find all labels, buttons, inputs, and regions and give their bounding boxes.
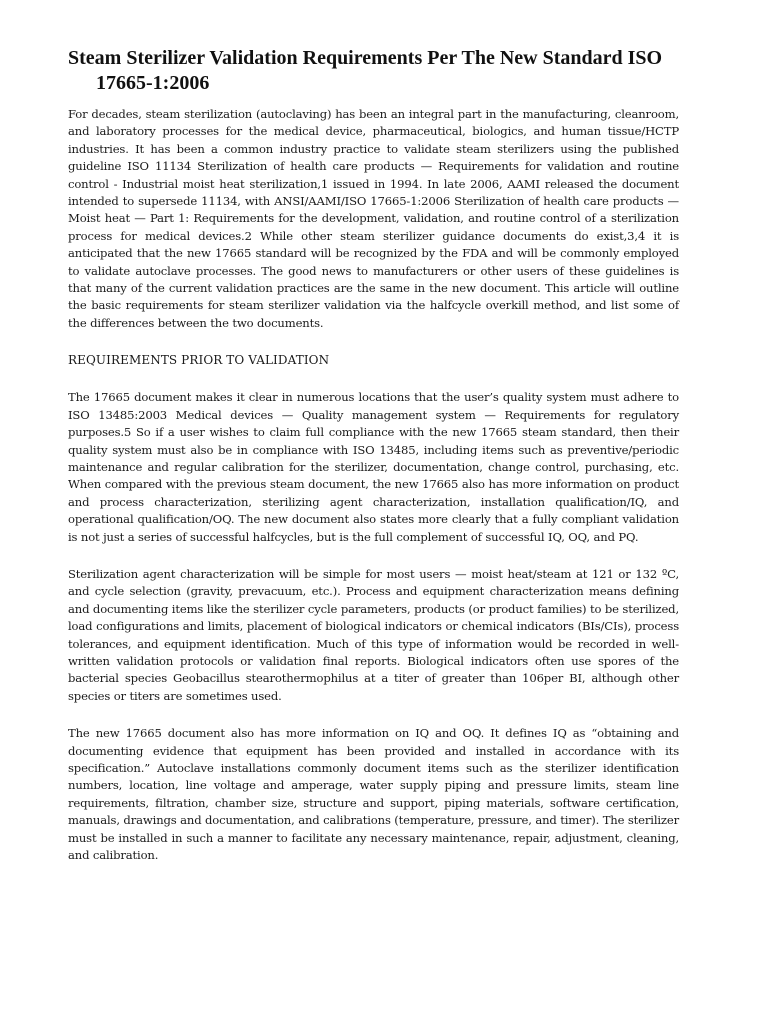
- document-page: [68, 46, 679, 884]
- intro-paragraph: For decades, steam sterilization (autoclaving) has been an integral part in the manufacturing, cleanroom, and laboratory processes for the medical device, pharmaceutical, biologics, and human tissue/HCTP industries. It has been a common industry practice to validate steam sterilizers using the published guideline ISO 11134 Sterilization of health care products — Requirements for validation and routine control - Industrial moist heat sterilization,1 issued in 1994. In late 2006, AAMI released the document intended to supersede 11134, with ANSI/AAMI/ISO 17665-1:2006 Sterilization of health care products — Moist heat — Part 1: Requirements for the development, validation, and routine control of a sterilization process for medical devices.2 While other steam sterilizer guidance documents do exist,3,4 it is anticipated that the new 17665 standard will be recognized by the FDA and will be commonly employed to validate autoclave processes. The good news to manufacturers or other users of these guidelines is that many of the current validation practices are the same in the new document. This article will outline the basic requirements for steam sterilizer validation via the halfcycle overkill method, and list some of the differences between the two documents.: [68, 107, 679, 330]
- body-paragraph: Sterilization agent characterization will be simple for most users — moist heat/steam at 121 or 132 ºC, and cycle selection (gravity, prevacuum, etc.). Process and equipment characterization means defining and documenting items like the sterilizer cycle parameters, products (or product families) to be sterilized, load configurations and limits, placement of biological indicators or chemical indicators (BIs/CIs), process tolerances, and equipment identification. Much of this type of information would be recorded in well-written validation protocols or validation final reports. Biological indicators often use spores of the bacterial species Geobacillus stearothermophilus at a titer of greater than 106per BI, although other species or titers are sometimes used.: [68, 566, 679, 703]
- document-title: Steam Sterilizer Validation Requirements Per The New Standard ISO 17665-1:2006: [68, 47, 663, 94]
- body-paragraph: The new 17665 document also has more information on IQ and OQ. It defines IQ as “obtaining and documenting evidence that equipment has been provided and installed in accordance with its specification.” Autoclave installations commonly document items such as the sterilizer identification numbers, location, line voltage and amperage, water supply piping and pressure limits, steam line requirements, filtration, chamber size, structure and support, piping materials, software certification, manuals, drawings and documentation, and calibrations (temperature, pressure, and timer). The sterilizer must be installed in such a manner to facilitate any necessary maintenance, repair, adjustment, cleaning, and calibration.: [68, 726, 679, 863]
- body-paragraph: The 17665 document makes it clear in numerous locations that the user’s quality system must adhere to ISO 13485:2003 Medical devices — Quality management system — Requirements for regulatory purposes.5 So if a user wishes to claim full compliance with the new 17665 steam standard, then their quality system must also be in compliance with ISO 13485, including items such as preventive/periodic maintenance and regular calibration for the sterilizer, documentation, change control, purchasing, etc. When compared with the previous steam document, the new 17665 also has more information on product and process characterization, sterilizing agent characterization, installation qualification/IQ, and operational qualification/OQ. The new document also states more clearly that a fully compliant validation is not just a series of successful halfcycles, but is the full complement of successful IQ, OQ, and PQ.: [68, 390, 679, 544]
- section-heading: REQUIREMENTS PRIOR TO VALIDATION: [68, 353, 330, 368]
